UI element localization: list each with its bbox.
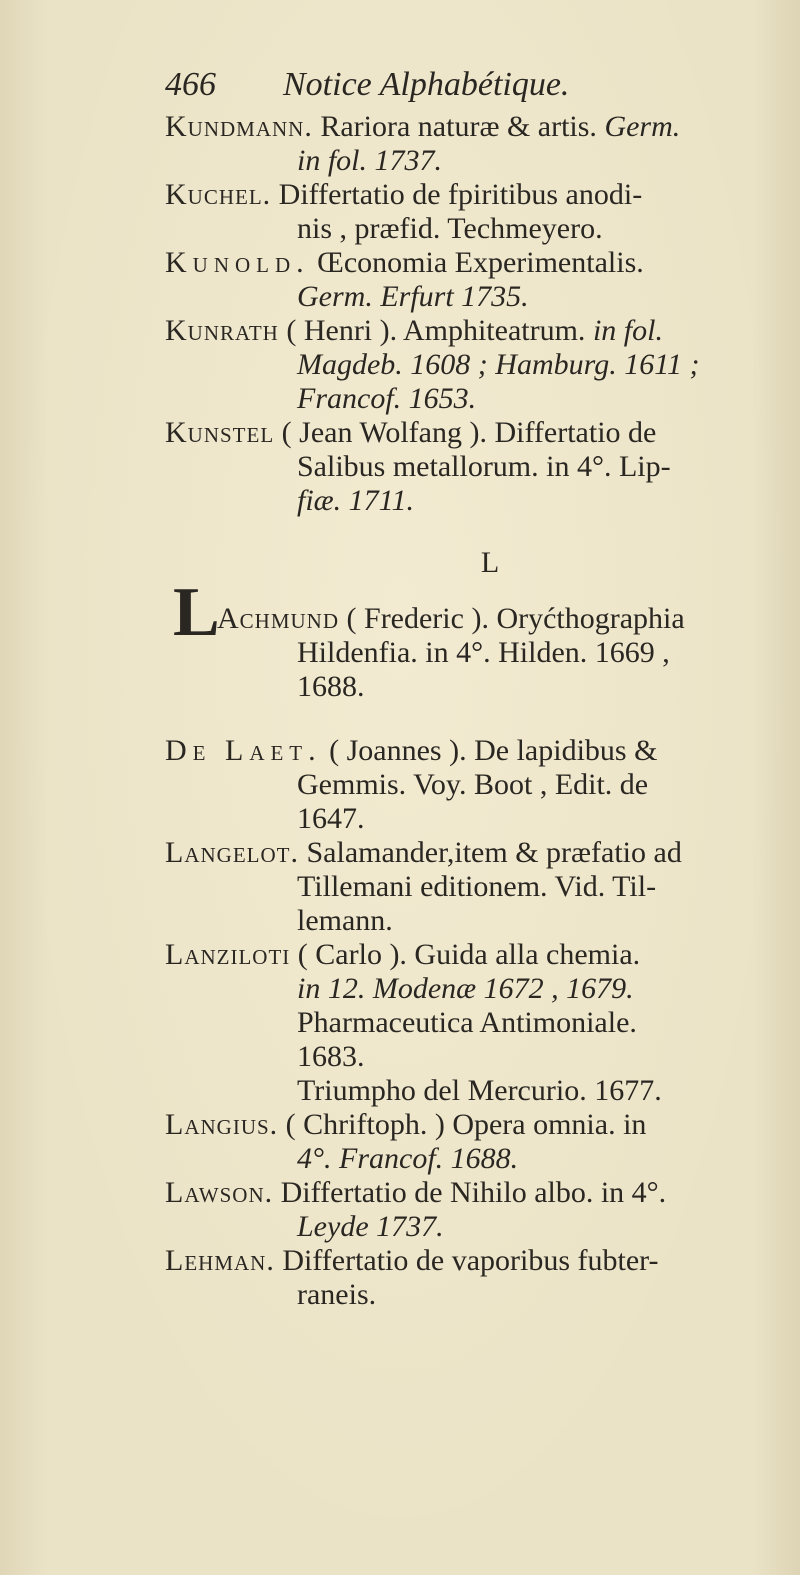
entry-line: Magdeb. 1608 ; Hamburg. 1611 ; bbox=[297, 348, 700, 381]
entry-line: Leyde 1737. bbox=[297, 1210, 444, 1243]
entry-line: Francof. 1653. bbox=[297, 382, 477, 415]
entry-line: in 12. Modenæ 1672 , 1679. bbox=[297, 972, 634, 1005]
entry-text-italic: in fol. bbox=[592, 314, 663, 347]
entry-name: Kuchel. bbox=[165, 178, 272, 211]
entry-name: Kunrath bbox=[165, 314, 279, 347]
entry-line: nis , præfid. Techmeyero. bbox=[297, 212, 603, 245]
entry-text: Differtatio de fpiritibus anodi- bbox=[278, 178, 643, 211]
entry-kuchel bbox=[165, 178, 775, 246]
entry-line: 1683. bbox=[297, 1040, 365, 1073]
entry-line: 1688. bbox=[297, 670, 365, 703]
entry-list bbox=[165, 110, 775, 1312]
running-title: Notice Alphabétique. bbox=[283, 66, 570, 103]
entry-name: Lehman. bbox=[165, 1244, 275, 1277]
entry-name: Langius. bbox=[165, 1108, 279, 1141]
entry-text: Œconomia Experimentalis. bbox=[317, 246, 644, 279]
entry-kunold bbox=[165, 246, 775, 314]
entry-lachmund bbox=[165, 574, 775, 704]
entry-kundmann bbox=[165, 110, 775, 178]
entry-name: Lawson. bbox=[165, 1176, 274, 1209]
entry-text: ( Frederic ). Oryćthographia bbox=[346, 602, 685, 635]
drop-cap: L bbox=[173, 574, 220, 651]
entry-text: ( Carlo ). Guida alla chemia. bbox=[297, 938, 641, 971]
entry-line: Germ. Erfurt 1735. bbox=[297, 280, 529, 313]
entry-text: ( Henri ). Amphiteatrum. bbox=[286, 314, 586, 347]
entry-text: ( Chriftoph. ) Opera omnia. in bbox=[285, 1108, 647, 1141]
entry-line: lemann. bbox=[297, 904, 393, 937]
entry-name: Langelot. bbox=[165, 836, 299, 869]
entry-line: Salibus metallorum. in 4°. Lip- bbox=[297, 450, 671, 483]
entry-de-laet bbox=[165, 734, 775, 836]
entry-text: ( Joannes ). De lapidibus & bbox=[329, 734, 658, 767]
entry-line: Gemmis. Voy. Boot , Edit. de bbox=[297, 768, 649, 801]
entry-line: raneis. bbox=[297, 1278, 377, 1311]
entry-langelot bbox=[165, 836, 775, 938]
entry-name: Kunold. bbox=[165, 246, 310, 279]
entry-text: Salamander,item & præfatio ad bbox=[306, 836, 682, 869]
entry-line: fiæ. 1711. bbox=[297, 484, 414, 517]
entry-line: Hildenfia. in 4°. Hilden. 1669 , bbox=[297, 636, 670, 669]
entry-kunstel bbox=[165, 416, 775, 518]
entry-text: Rariora naturæ & artis. bbox=[320, 110, 597, 143]
page-header bbox=[165, 66, 685, 116]
entry-text: ( Jean Wolfang ). Differtatio de bbox=[281, 416, 657, 449]
entry-line: Pharmaceutica Antimoniale. bbox=[297, 1006, 637, 1039]
entry-lawson bbox=[165, 1176, 775, 1244]
entry-line: Tillemani editionem. Vid. Til- bbox=[297, 870, 657, 903]
entry-name: Kunstel bbox=[165, 416, 275, 449]
entry-lehman bbox=[165, 1244, 775, 1312]
entry-langius bbox=[165, 1108, 775, 1176]
section-letter: L bbox=[480, 546, 500, 579]
entry-text-italic: Germ. bbox=[604, 110, 681, 143]
entry-line: Triumpho del Mercurio. 1677. bbox=[297, 1074, 662, 1107]
entry-line: 1647. bbox=[297, 802, 365, 835]
page-number: 466 bbox=[165, 66, 216, 103]
entry-name: Achmund bbox=[217, 602, 340, 635]
entry-line: 4°. Francof. 1688. bbox=[297, 1142, 519, 1175]
entry-text: Differtatio de Nihilo albo. in 4°. bbox=[280, 1176, 667, 1209]
entry-name: De Laet. bbox=[165, 734, 322, 767]
entry-kunrath bbox=[165, 314, 775, 416]
entry-line: in fol. 1737. bbox=[297, 144, 443, 177]
entry-name: Lanziloti bbox=[165, 938, 291, 971]
entry-name: Kundmann. bbox=[165, 110, 313, 143]
entry-text: Differtatio de vaporibus fubter- bbox=[282, 1244, 659, 1277]
entry-lanziloti bbox=[165, 938, 775, 1108]
